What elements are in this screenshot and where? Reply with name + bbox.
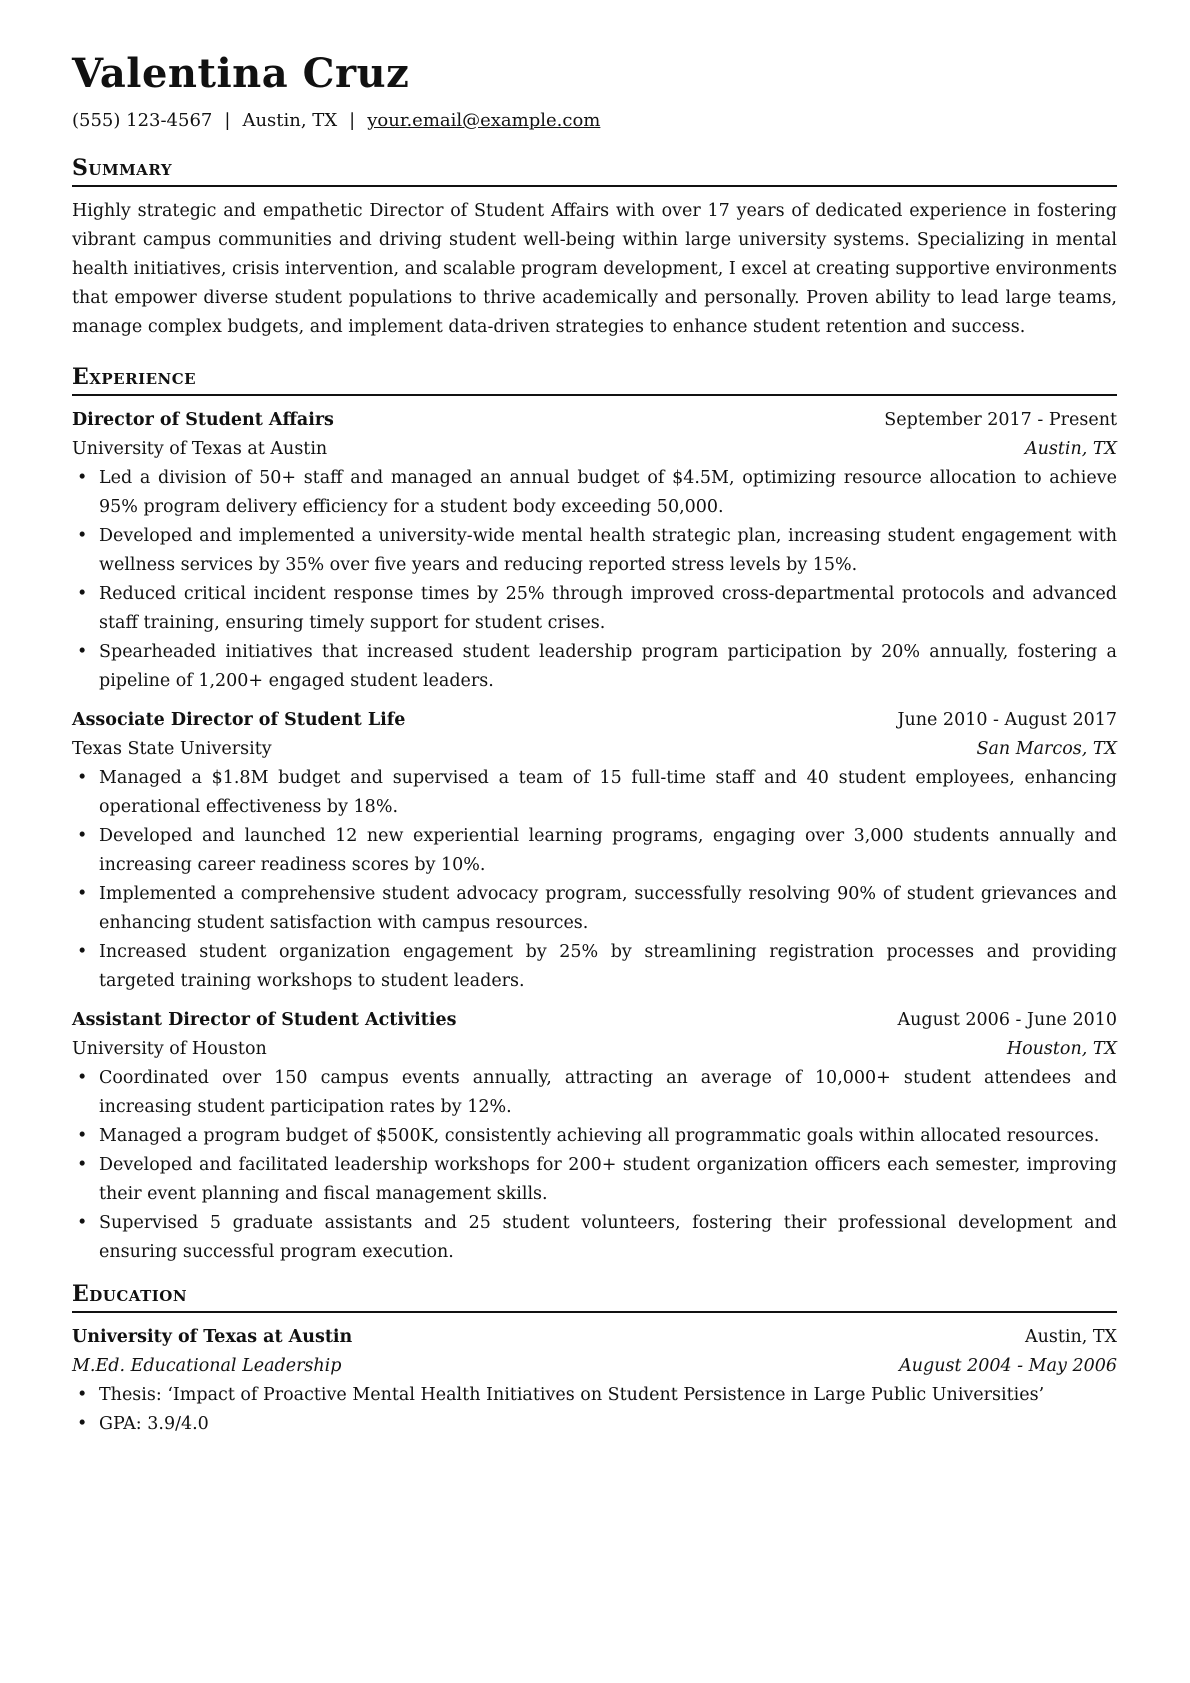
job-bullet: • Managed a $1.8M budget and supervised a team of 15 full-time staff and 40 student employees, enhancing operational effectiveness by 18%. <box>99 764 1117 822</box>
job-entry <box>72 1006 1117 1267</box>
job-bullet: • Increased student organization engagement by 25% by streamlining registration processes and providing targeted training workshops to student leaders. <box>99 938 1117 996</box>
education-dates: August 2004 - May 2006 <box>899 1356 1117 1377</box>
contact-separator: | <box>349 110 356 131</box>
school-location: Austin, TX <box>1024 1327 1117 1348</box>
job-bullet: • Developed and implemented a university-wide mental health strategic plan, increasing student engagement with wellness services by 35% over five years and reducing reported stress levels by 15%. <box>99 522 1117 580</box>
education-entry <box>72 1323 1117 1439</box>
job-org-row <box>72 435 1117 464</box>
job-bullets <box>72 1064 1117 1267</box>
job-bullet: • Developed and launched 12 new experiential learning programs, engaging over 3,000 students annually and increasing career readiness scores by 10%. <box>99 822 1117 880</box>
job-title: Associate Director of Student Life <box>72 710 406 731</box>
degree-name: M.Ed. Educational Leadership <box>72 1356 342 1377</box>
job-location: Austin, TX <box>1024 439 1117 460</box>
job-header-row <box>72 1006 1117 1035</box>
experience-list <box>72 406 1117 1267</box>
job-header-row <box>72 706 1117 735</box>
phone-number: (555) 123-4567 <box>72 110 213 131</box>
job-dates: August 2006 - June 2010 <box>897 1010 1117 1031</box>
job-org-row <box>72 1035 1117 1064</box>
job-bullet: • Coordinated over 150 campus events annually, attracting an average of 10,000+ student attendees and increasing student participation rates by 12%. <box>99 1064 1117 1122</box>
job-bullet: • Reduced critical incident response times by 25% through improved cross-departmental protocols and advanced staff training, ensuring timely support for student crises. <box>99 580 1117 638</box>
email-link[interactable]: your.email@example.com <box>367 110 601 131</box>
job-entry <box>72 706 1117 996</box>
education-heading: Education <box>72 1281 1117 1313</box>
job-bullet: • Supervised 5 graduate assistants and 25 student volunteers, fostering their professional development and ensuring successful program execution. <box>99 1209 1117 1267</box>
job-bullet: • Spearheaded initiatives that increased student leadership program participation by 20% annually, fostering a pipeline of 1,200+ engaged student leaders. <box>99 638 1117 696</box>
job-header-row <box>72 406 1117 435</box>
education-bullets <box>72 1381 1117 1439</box>
job-dates: September 2017 - Present <box>884 410 1117 431</box>
education-bullet: • GPA: 3.9/4.0 <box>99 1410 1117 1439</box>
education-degree-row <box>72 1352 1117 1381</box>
job-bullet: • Implemented a comprehensive student advocacy program, successfully resolving 90% of student grievances and enhancing student satisfaction with campus resources. <box>99 880 1117 938</box>
job-dates: June 2010 - August 2017 <box>897 710 1117 731</box>
candidate-name: Valentina Cruz <box>72 50 410 97</box>
job-title: Director of Student Affairs <box>72 410 334 431</box>
job-organization: Texas State University <box>72 739 272 760</box>
education-header-row <box>72 1323 1117 1352</box>
summary-paragraph: Highly strategic and empathetic Director of Student Affairs with over 17 years of dedicated experience in fostering vibrant campus communities and driving student well-being within large university systems. Specializing in mental health initiatives, crisis intervention, and scalable program development, I excel at creating supportive environments that empower diverse student populations to thrive academically and personally. Proven ability to lead large teams, manage complex budgets, and implement data-driven strategies to enhance student retention and success. <box>72 201 1118 338</box>
job-location: Houston, TX <box>1006 1039 1117 1060</box>
education-bullet: • Thesis: ‘Impact of Proactive Mental Health Initiatives on Student Persistence in Large Public Universities’ <box>99 1381 1117 1410</box>
job-title: Assistant Director of Student Activities <box>72 1010 457 1031</box>
experience-heading: Experience <box>72 364 1117 396</box>
job-organization: University of Texas at Austin <box>72 439 328 460</box>
school-name: University of Texas at Austin <box>72 1327 353 1348</box>
job-location: San Marcos, TX <box>976 739 1117 760</box>
job-bullet: • Managed a program budget of $500K, consistently achieving all programmatic goals within allocated resources. <box>99 1122 1117 1151</box>
job-organization: University of Houston <box>72 1039 267 1060</box>
job-bullets <box>72 464 1117 696</box>
location-text: Austin, TX <box>242 110 338 131</box>
job-bullet: • Developed and facilitated leadership workshops for 200+ student organization officers each semester, improving their event planning and fiscal management skills. <box>99 1151 1117 1209</box>
job-entry <box>72 406 1117 696</box>
contact-line <box>72 108 1117 133</box>
summary-heading: Summary <box>72 155 1117 187</box>
contact-separator: | <box>224 110 231 131</box>
resume-page <box>72 52 1117 1449</box>
job-bullet: • Led a division of 50+ staff and managed an annual budget of $4.5M, optimizing resource allocation to achieve 95% program delivery efficiency for a student body exceeding 50,000. <box>99 464 1117 522</box>
job-bullets <box>72 764 1117 996</box>
job-org-row <box>72 735 1117 764</box>
